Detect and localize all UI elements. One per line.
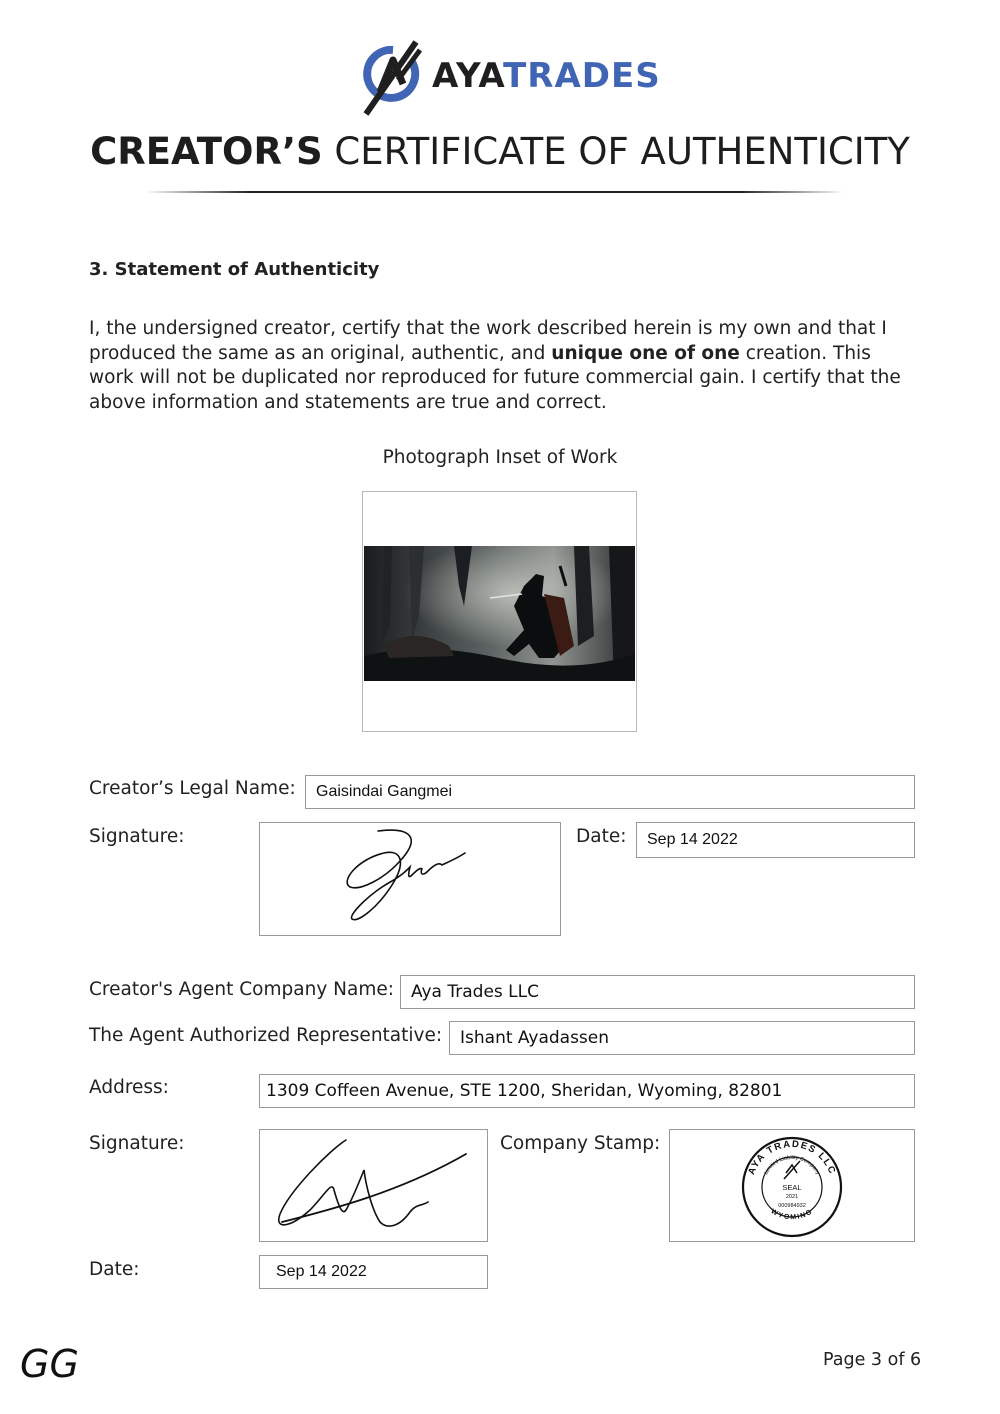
certificate-title-rest: CERTIFICATE OF AUTHENTICITY	[322, 130, 910, 173]
address-value: 1309 Coffeen Avenue, STE 1200, Sheridan, Wyoming, 82801	[266, 1081, 783, 1101]
address-label: Address:	[89, 1077, 169, 1098]
agent-rep-label: The Agent Authorized Representative:	[89, 1025, 443, 1046]
agent-date-value: Sep 14 2022	[276, 1263, 367, 1280]
company-seal	[740, 1135, 844, 1239]
agent-signature-box[interactable]	[259, 1129, 488, 1242]
statement-part-1: I, the undersigned creator, certify that the work described herein is my own and that I produced the same as an original, authentic, and	[89, 318, 887, 364]
brand-aya: AYA	[432, 56, 504, 96]
creator-signature-label: Signature:	[89, 826, 185, 847]
statement-emphasis: unique one of one	[551, 342, 740, 364]
agent-date-field[interactable]	[259, 1255, 488, 1289]
creator-legal-name-field[interactable]	[305, 775, 915, 809]
statement-paragraph	[89, 317, 909, 415]
title-divider	[145, 191, 845, 193]
seal-year: 2021	[785, 1194, 799, 1200]
seal-number: 000984932	[778, 1203, 806, 1209]
section-heading: 3. Statement of Authenticity	[89, 259, 380, 280]
photo-caption: Photograph Inset of Work	[382, 447, 618, 468]
agent-rep-field[interactable]	[449, 1021, 915, 1055]
agent-company-label: Creator's Agent Company Name:	[89, 979, 394, 1000]
brand-wordmark	[432, 56, 661, 96]
certificate-title	[0, 130, 1000, 173]
agent-signature-drawing	[260, 1130, 487, 1241]
creator-legal-name-label: Creator’s Legal Name:	[89, 778, 296, 799]
creator-signature-drawing	[260, 823, 560, 935]
artwork-photo	[364, 546, 635, 681]
company-stamp-label: Company Stamp:	[500, 1133, 661, 1154]
seal-inner-text: Limited Liability Company	[763, 1154, 821, 1176]
agent-company-field[interactable]	[400, 975, 915, 1009]
seal-company-text: AYA TRADES LLC	[746, 1138, 838, 1177]
page-number: Page 3 of 6	[823, 1350, 922, 1370]
agent-company-value: Aya Trades LLC	[411, 982, 539, 1002]
creator-signature-box[interactable]	[259, 822, 561, 936]
agent-date-label: Date:	[89, 1259, 140, 1280]
aya-trades-logo	[362, 40, 661, 116]
seal-state-text: WYOMING	[769, 1208, 815, 1222]
certificate-title-bold: CREATOR’S	[90, 130, 323, 173]
brand-trades: TRADES	[503, 56, 661, 96]
creator-date-label: Date:	[576, 826, 627, 847]
statement-part-2: creation. This work will not be duplicated nor reproduced for future commercial gain. I certify that the above information and statements are true and correct.	[89, 342, 901, 413]
footer-initials: GG	[20, 1342, 79, 1386]
aya-trades-logo-icon	[362, 40, 424, 116]
creator-date-value: Sep 14 2022	[647, 831, 738, 848]
address-field[interactable]	[259, 1074, 915, 1108]
photo-inset-frame	[362, 491, 637, 732]
seal-word: SEAL	[782, 1183, 802, 1192]
seal-logo-icon	[784, 1161, 800, 1179]
agent-rep-value: Ishant Ayadassen	[460, 1028, 610, 1048]
creator-date-field[interactable]	[636, 822, 915, 858]
agent-signature-label: Signature:	[89, 1133, 185, 1154]
company-stamp-box	[669, 1129, 915, 1242]
creator-legal-name-value: Gaisindai Gangmei	[316, 783, 453, 800]
